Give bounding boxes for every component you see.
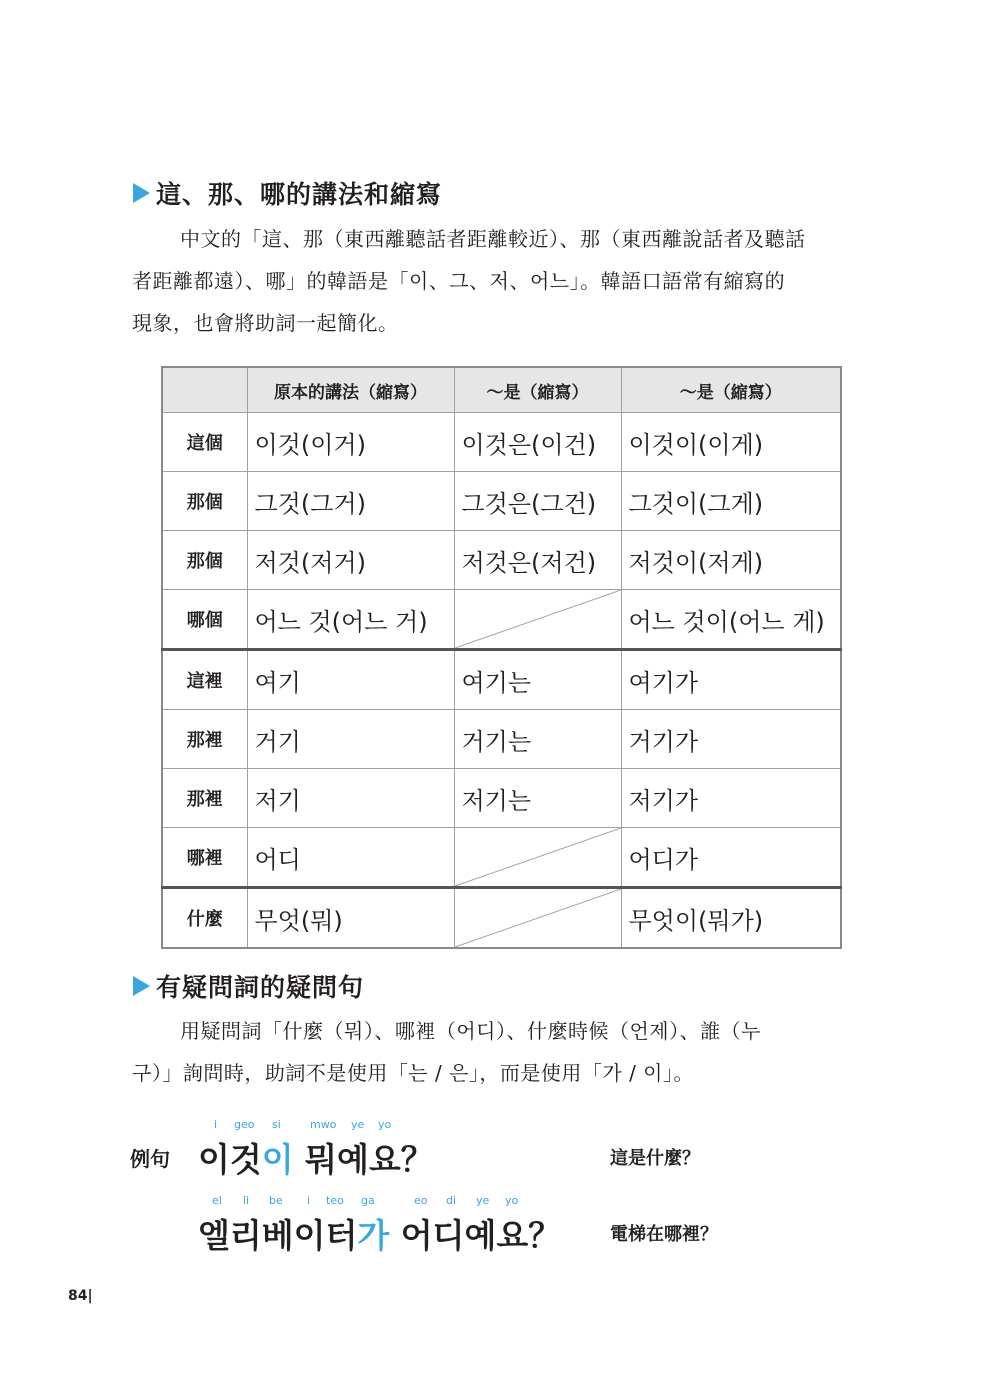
table-row [162,828,841,888]
romanization: si [272,1118,281,1131]
table-cell: 저기는 [454,769,621,828]
table-row [162,888,841,949]
empty-cell-diagonal [454,888,621,949]
korean-text: 엘리베이터 [198,1216,358,1255]
diagonal-line-icon [455,590,621,648]
table-cell: 거기 [247,710,454,769]
row-label: 哪個 [162,590,247,650]
row-label: 什麼 [162,888,247,949]
section-heading-demonstratives [133,175,442,211]
table-cell: 여기 [247,650,454,710]
table-row [162,650,841,710]
romanization: yo [378,1118,392,1131]
romanization: be [269,1194,283,1207]
table-cell: 무엇(뭐) [247,888,454,949]
table-cell: 여기가 [621,650,841,710]
row-label: 那個 [162,531,247,590]
romanization: ye [351,1118,365,1131]
table-cell: 어디 [247,828,454,888]
romanization: eo [414,1194,428,1207]
highlighted-particle: 이 [261,1140,294,1179]
table-cell: 저기 [247,769,454,828]
row-label: 那裡 [162,769,247,828]
romanization: mwo [310,1118,337,1131]
page-number-text: 84 [68,1288,88,1304]
table-row [162,590,841,650]
table-cell: 저것이(저게) [621,531,841,590]
romanization: el [212,1194,222,1207]
romanization: teo [326,1194,344,1207]
table-row [162,472,841,531]
romanization: ye [476,1194,490,1207]
section-title: 有疑問詞的疑問句 [156,973,365,1002]
paragraph-line: 中文的「這、那（東西離聽話者距離較近）、那（東西離說話者及聽話 [180,227,806,251]
table-cell: 그것은(그건) [454,472,621,531]
romanization: i [214,1118,218,1131]
table-cell: 그것(그거) [247,472,454,531]
header-cell-subject: ～是（縮寫） [621,367,841,413]
example-label: 例句 [130,1147,170,1171]
translation: 這是什麼？ [610,1148,700,1169]
korean-text: 뭐예요？ [293,1140,434,1179]
romanization: i [307,1194,311,1207]
triangle-bullet-icon [133,183,150,203]
korean-text: 어디예요？ [389,1216,562,1255]
table-cell: 이것이(이게) [621,413,841,472]
page-number: 84| [68,1288,93,1304]
row-label: 那裡 [162,710,247,769]
table-header-row [162,367,841,413]
romanization: di [446,1194,457,1207]
paragraph-line: 者距離都遠）、哪」的韓語是「이、그、저、어느」。韓語口語常有縮寫的 [132,269,786,293]
table-row [162,531,841,590]
romanization: ga [361,1194,375,1207]
empty-cell-diagonal [454,828,621,888]
diagonal-line-icon [455,828,621,886]
romanization: li [243,1194,250,1207]
header-cell-topic: ～是（縮寫） [454,367,621,413]
table-cell: 어디가 [621,828,841,888]
row-label: 那個 [162,472,247,531]
paragraph-line: 現象，也會將助詞一起簡化。 [132,311,399,335]
table-cell: 저것(저거) [247,531,454,590]
table-cell: 이것은(이건) [454,413,621,472]
romanization: yo [505,1194,519,1207]
korean-sentence [198,1134,434,1181]
triangle-bullet-icon [133,976,150,996]
romanization: geo [234,1118,255,1131]
section-heading-question-words [133,968,364,1004]
table-cell: 저것은(저건) [454,531,621,590]
question-paragraph [132,1010,872,1094]
table-row [162,710,841,769]
intro-paragraph [132,218,872,344]
paragraph-line: 구）」詢問時，助詞不是使用「는 / 은」，而是使用「가 / 이」。 [132,1061,695,1085]
section-title: 這、那、哪的講法和縮寫 [156,180,443,209]
header-cell-empty [162,367,247,413]
paragraph-line: 用疑問詞「什麼（뭐）、哪裡（어디）、什麼時候（언제）、誰（누 [180,1019,761,1043]
table-cell: 그것이(그게) [621,472,841,531]
header-cell-original: 原本的講法（縮寫） [247,367,454,413]
table-cell: 거기는 [454,710,621,769]
highlighted-particle: 가 [357,1216,390,1255]
translation: 電梯在哪裡？ [610,1224,718,1245]
table-row [162,769,841,828]
table-row [162,413,841,472]
table-cell: 저기가 [621,769,841,828]
row-label: 這個 [162,413,247,472]
empty-cell-diagonal [454,590,621,650]
table-cell: 거기가 [621,710,841,769]
table-cell: 어느 것이(어느 게) [621,590,841,650]
table-cell: 이것(이거) [247,413,454,472]
table-cell: 여기는 [454,650,621,710]
table-cell: 어느 것(어느 거) [247,590,454,650]
demonstrative-table [161,366,842,949]
korean-sentence [198,1210,561,1257]
diagonal-line-icon [455,889,621,947]
row-label: 哪裡 [162,828,247,888]
table-cell: 무엇이(뭐가) [621,888,841,949]
korean-text: 이것 [198,1140,262,1179]
row-label: 這裡 [162,650,247,710]
